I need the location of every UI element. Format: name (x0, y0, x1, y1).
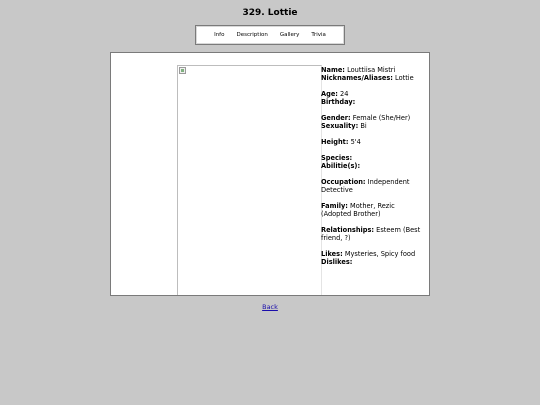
tab-gallery[interactable]: Gallery (279, 32, 300, 38)
page-title: 329. Lottie (242, 8, 298, 18)
likes-row: Likes: Mysteries, Spicy food (321, 250, 416, 258)
tab-info[interactable]: Info (214, 32, 225, 38)
gender-row: Gender: Female (She/Her) (321, 114, 411, 122)
tab-bar (195, 25, 345, 45)
broken-image-icon (179, 67, 186, 74)
back-container (0, 303, 540, 311)
nickname-row: Nicknames/Aliases: Lottie (321, 74, 414, 82)
back-link[interactable]: Back (262, 303, 278, 311)
family-row: Family: Mother, Rezic (Adopted Brother) (321, 202, 395, 218)
profile-info (321, 66, 427, 266)
dislikes-row: Dislikes: (321, 258, 353, 266)
name-row: Name: Louttiisa Mistri (321, 66, 396, 74)
tab-trivia[interactable]: Trivia (311, 32, 326, 38)
tab-description[interactable]: Description (236, 32, 268, 38)
character-image (177, 65, 322, 295)
relationships-row: Relationships: Esteem (Best friend, ?) (321, 226, 421, 242)
age-row: Age: 24 (321, 90, 349, 98)
height-row: Height: 5'4 (321, 138, 361, 146)
birthday-row: Birthday: (321, 98, 356, 106)
species-row: Species: (321, 154, 353, 162)
abilities-row: Abilitie(s): (321, 162, 361, 170)
sexuality-row: Sexuality: Bi (321, 122, 367, 130)
occupation-row: Occupation: Independent Detective (321, 178, 410, 194)
profile-panel (110, 52, 430, 296)
